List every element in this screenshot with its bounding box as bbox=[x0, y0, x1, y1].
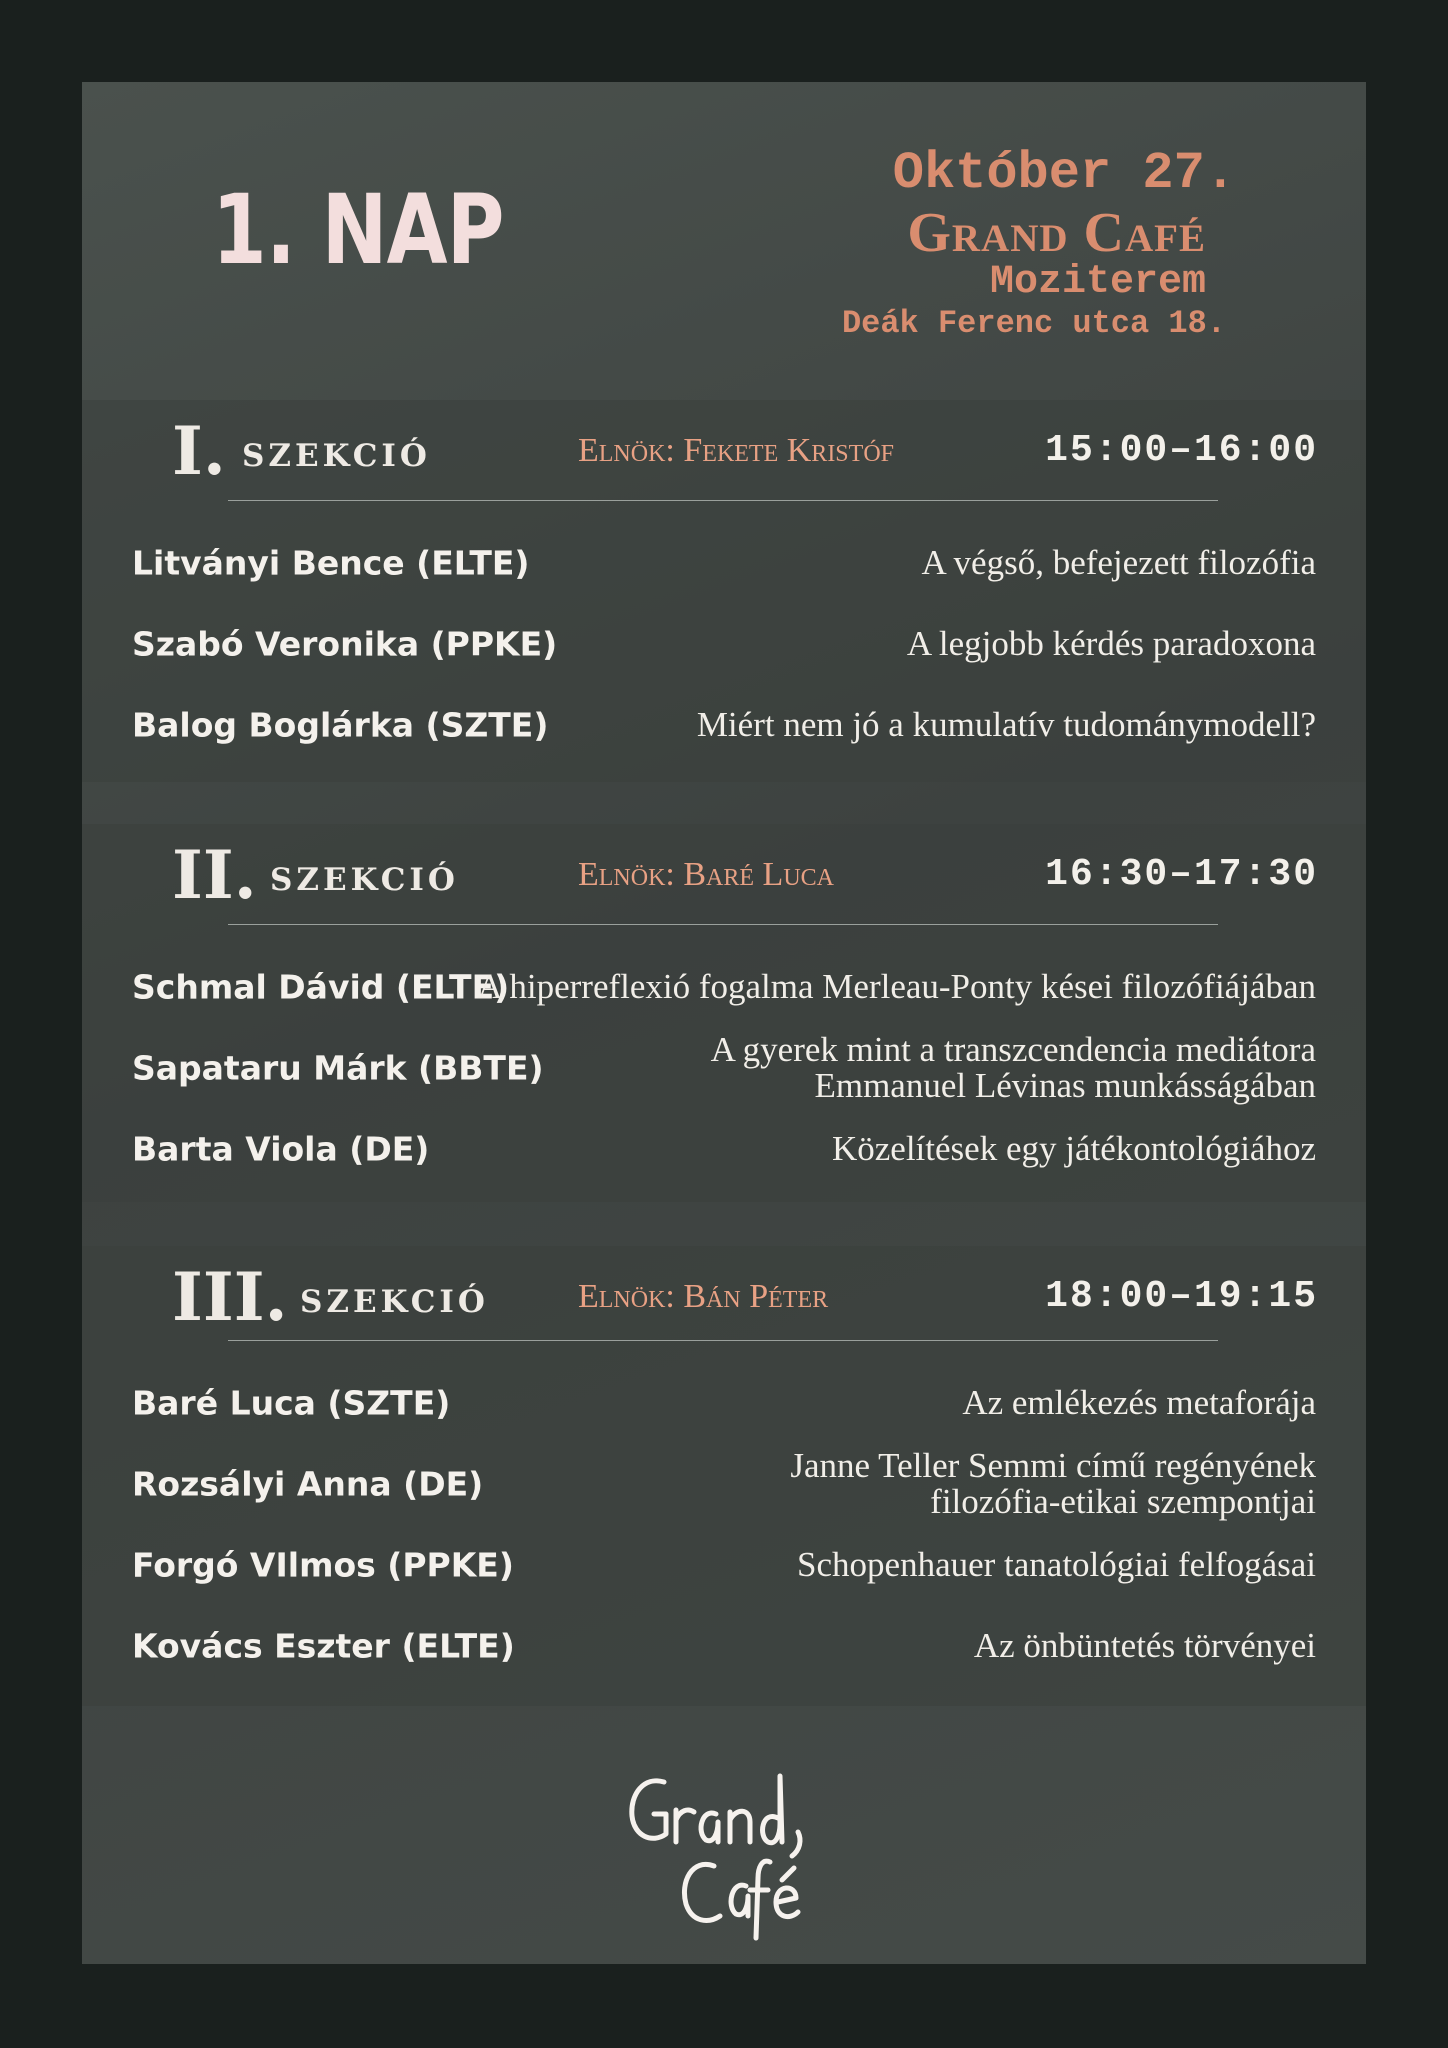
section-numeral: III. bbox=[172, 1258, 288, 1336]
talk-speaker: Forgó VIlmos (PPKE) bbox=[132, 1545, 514, 1584]
talk-row bbox=[82, 1027, 1366, 1108]
talk-speaker: Balog Boglárka (SZTE) bbox=[132, 705, 549, 744]
talk-row bbox=[82, 1605, 1366, 1686]
talk-speaker: Szabó Veronika (PPKE) bbox=[132, 624, 558, 663]
talk-speaker: Barta Viola (DE) bbox=[132, 1129, 430, 1168]
talk-row bbox=[82, 522, 1366, 603]
talk-list bbox=[82, 946, 1366, 1189]
section-label: szekció bbox=[300, 1272, 489, 1323]
section-label: szekció bbox=[270, 850, 459, 901]
section-chair: Elnök: Bán Péter bbox=[578, 1278, 829, 1315]
talk-title: Janne Teller Semmi című regényének filozófia-etikai szempontjai bbox=[790, 1445, 1316, 1521]
section-chair: Elnök: Baré Luca bbox=[578, 856, 834, 893]
section-divider bbox=[228, 924, 1218, 925]
section-header bbox=[82, 400, 1366, 500]
talk-title: Az emlékezés metaforája bbox=[962, 1382, 1316, 1422]
event-venue: Grand Café bbox=[907, 202, 1206, 264]
talk-title: A legjobb kérdés paradoxona bbox=[906, 623, 1316, 663]
talk-row bbox=[82, 603, 1366, 684]
talk-title: A gyerek mint a transzcendencia mediátora Emmanuel Lévinas munkásságában bbox=[710, 1029, 1316, 1105]
section-header bbox=[82, 1246, 1366, 1346]
section-2 bbox=[82, 824, 1366, 1202]
section-label: szekció bbox=[242, 426, 431, 477]
section-divider bbox=[228, 1340, 1218, 1341]
section-time: 18:00–19:15 bbox=[1045, 1275, 1318, 1318]
event-address: Deák Ferenc utca 18. bbox=[841, 305, 1226, 342]
section-divider bbox=[228, 500, 1218, 501]
section-time: 16:30–17:30 bbox=[1045, 853, 1318, 896]
day-title: 1. NAP bbox=[212, 174, 504, 286]
section-chair: Elnök: Fekete Kristóf bbox=[578, 432, 894, 469]
talk-speaker: Rozsályi Anna (DE) bbox=[132, 1464, 484, 1503]
talk-title: Közelítések egy játékontológiához bbox=[831, 1128, 1316, 1168]
talk-speaker: Baré Luca (SZTE) bbox=[132, 1383, 451, 1422]
talk-list bbox=[82, 1362, 1366, 1686]
section-time: 15:00–16:00 bbox=[1045, 429, 1318, 472]
talk-row bbox=[82, 946, 1366, 1027]
talk-row bbox=[82, 684, 1366, 765]
grand-cafe-logo bbox=[622, 1762, 822, 1942]
talk-title: Schopenhauer tanatológiai felfogásai bbox=[797, 1544, 1316, 1584]
talk-title: Miért nem jó a kumulatív tudománymodell? bbox=[696, 704, 1316, 744]
talk-title: Az önbüntetés törvényei bbox=[973, 1625, 1316, 1665]
talk-row bbox=[82, 1362, 1366, 1443]
talk-row bbox=[82, 1443, 1366, 1524]
section-header bbox=[82, 824, 1366, 924]
talk-row bbox=[82, 1108, 1366, 1189]
event-info bbox=[841, 144, 1236, 344]
event-date: Október 27. bbox=[892, 144, 1236, 203]
talk-speaker: Kovács Eszter (ELTE) bbox=[132, 1626, 515, 1665]
talk-list bbox=[82, 522, 1366, 765]
poster-header bbox=[82, 82, 1366, 400]
section-numeral: II. bbox=[172, 836, 257, 914]
talk-row bbox=[82, 1524, 1366, 1605]
section-numeral: I. bbox=[172, 412, 226, 490]
event-room: Moziterem bbox=[989, 260, 1206, 305]
talk-title: A végső, befejezett filozófia bbox=[921, 542, 1316, 582]
talk-speaker: Sapataru Márk (BBTE) bbox=[132, 1048, 544, 1087]
talk-speaker: Litványi Bence (ELTE) bbox=[132, 543, 530, 582]
talk-title: A hiperreflexió fogalma Merleau-Ponty kései filozófiájában bbox=[477, 966, 1316, 1006]
talk-speaker: Schmal Dávid (ELTE) bbox=[132, 967, 510, 1006]
program-poster bbox=[82, 82, 1366, 1964]
section-1 bbox=[82, 400, 1366, 782]
section-3 bbox=[82, 1246, 1366, 1706]
